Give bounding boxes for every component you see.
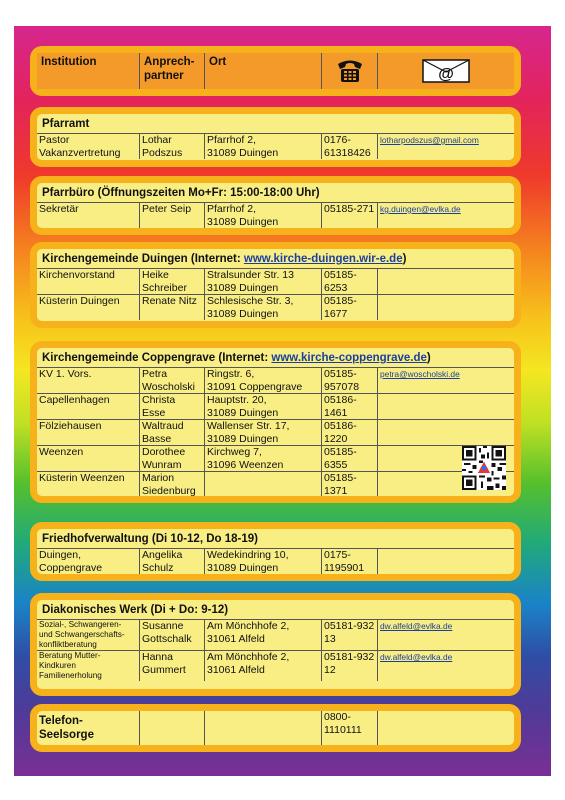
header-institution: Institution (37, 53, 140, 89)
section-title: Pfarrbüro (Öffnungszeiten Mo+Fr: 15:00-18:00 Uhr) (37, 183, 514, 203)
cell-institution: Duingen, Coppengrave (37, 549, 140, 574)
table-row (37, 711, 514, 745)
section-diakonie (30, 593, 521, 696)
table-row (37, 549, 514, 574)
section-title: Kirchengemeinde Duingen (Internet: www.kirche-duingen.wir-e.de) (37, 249, 514, 269)
table-row (37, 420, 514, 446)
cell-phone: 0800- 1110111 (322, 711, 378, 745)
section-title: Friedhofverwaltung (Di 10-12, Do 18-19) (37, 529, 514, 549)
cell-email (378, 295, 514, 320)
cell-person: Lothar Podszus (140, 134, 205, 159)
table-row (37, 446, 514, 472)
cell-phone: 05181-932 13 (322, 620, 378, 650)
phone-icon (335, 58, 365, 84)
section-telefonseelsorge (30, 704, 521, 752)
cell-institution: KV 1. Vors. (37, 368, 140, 393)
cell-address: Stralsunder Str. 13 31089 Duingen (205, 269, 322, 294)
cell-person: Waltraud Basse (140, 420, 205, 445)
cell-address: Pfarrhof 2, 31089 Duingen (205, 134, 322, 159)
cell-institution: Telefon- Seelsorge (37, 711, 140, 745)
header-ort: Ort (205, 53, 322, 89)
section-pfarrbuero (30, 176, 521, 235)
table-row (37, 295, 514, 320)
header-ansprechpartner: Anprech- partner (140, 53, 205, 89)
cell-email (378, 394, 514, 419)
cell-person: Renate Nitz (140, 295, 205, 320)
cell-email (378, 269, 514, 294)
section-pfarramt (30, 107, 521, 167)
cell-address: Hauptstr. 20, 31089 Duingen (205, 394, 322, 419)
cell-institution: Pastor Vakanzvertretung (37, 134, 140, 159)
cell-address: Kirchweg 7, 31096 Weenzen (205, 446, 322, 471)
cell-email (378, 549, 514, 574)
website-link[interactable]: www.kirche-coppengrave.de (271, 352, 427, 364)
table-row (37, 134, 514, 159)
cell-email-link[interactable]: lotharpodszus@gmail.com (380, 135, 479, 145)
cell-address (205, 711, 322, 745)
table-row (37, 368, 514, 394)
section-kg-coppengrave (30, 341, 521, 503)
cell-phone: 0176- 61318426 (322, 134, 378, 159)
cell-person: Dorothee Wunram (140, 446, 205, 471)
email-icon (421, 58, 471, 84)
section-friedhof (30, 522, 521, 581)
cell-institution: Sekretär (37, 203, 140, 228)
cell-phone: 05185- 6355 (322, 446, 378, 471)
cell-address: Pfarrhof 2, 31089 Duingen (205, 203, 322, 228)
svg-text:@: @ (438, 66, 454, 83)
cell-address: Wallenser Str. 17, 31089 Duingen (205, 420, 322, 445)
cell-institution: Küsterin Weenzen (37, 472, 140, 497)
cell-institution: Sozial-, Schwangeren- und Schwangerschafts- konfliktberatung (37, 620, 140, 650)
header-phone (322, 53, 378, 89)
cell-institution: Kirchenvorstand (37, 269, 140, 294)
cell-phone: 05185- 1371 (322, 472, 378, 497)
cell-institution: Küsterin Duingen (37, 295, 140, 320)
cell-phone: 05186- 1220 (322, 420, 378, 445)
cell-phone: 05181-932 12 (322, 651, 378, 681)
table-row (37, 472, 514, 498)
cell-address: Schlesische Str. 3, 31089 Duingen (205, 295, 322, 320)
cell-address: Am Mönchhofe 2, 31061 Alfeld (205, 651, 322, 681)
table-row (37, 394, 514, 420)
cell-institution: Fölziehausen (37, 420, 140, 445)
cell-address: Ringstr. 6, 31091 Coppengrave (205, 368, 322, 393)
cell-email-link[interactable]: kg.duingen@evlka.de (380, 204, 461, 214)
cell-email (378, 420, 514, 445)
cell-phone: 05185- 957078 (322, 368, 378, 393)
cell-phone: 0175- 1195901 (322, 549, 378, 574)
table-row (37, 651, 514, 681)
header-email (378, 53, 514, 89)
cell-institution: Weenzen (37, 446, 140, 471)
cell-phone: 05185- 1677 (322, 295, 378, 320)
section-title: Pfarramt (37, 114, 514, 134)
table-row (37, 620, 514, 651)
cell-institution: Beratung Mutter- Kindkuren Familienerholung (37, 651, 140, 681)
cell-person: Christa Esse (140, 394, 205, 419)
cell-email (378, 711, 514, 745)
cell-phone: 05185- 6253 (322, 269, 378, 294)
table-row (37, 203, 514, 228)
table-header (30, 46, 521, 96)
cell-phone: 05186- 1461 (322, 394, 378, 419)
section-title: Kirchengemeinde Coppengrave (Internet: www.kirche-coppengrave.de) (37, 348, 514, 368)
cell-address: Am Mönchhofe 2, 31061 Alfeld (205, 620, 322, 650)
cell-person: Susanne Gottschalk (140, 620, 205, 650)
cell-phone: 05185-271 (322, 203, 378, 228)
section-title: Diakonisches Werk (Di + Do: 9-12) (37, 600, 514, 620)
cell-address: Wedekindring 10, 31089 Duingen (205, 549, 322, 574)
cell-person (140, 711, 205, 745)
cell-person: Hanna Gummert (140, 651, 205, 681)
cell-email-link[interactable]: dw.alfeld@evlka.de (380, 621, 453, 631)
cell-person: Marion Siedenburg (140, 472, 205, 497)
website-link[interactable]: www.kirche-duingen.wir-e.de (243, 253, 403, 265)
cell-email-link[interactable]: dw.alfeld@evlka.de (380, 652, 453, 662)
cell-person: Heike Schreiber (140, 269, 205, 294)
section-kg-duingen (30, 242, 521, 328)
cell-person: Petra Woscholski (140, 368, 205, 393)
cell-email-link[interactable]: petra@woscholski.de (380, 369, 460, 379)
cell-person: Peter Seip (140, 203, 205, 228)
cell-person: Angelika Schulz (140, 549, 205, 574)
qr-code-icon[interactable] (462, 446, 506, 490)
cell-address (205, 472, 322, 497)
table-row (37, 269, 514, 295)
cell-institution: Capellenhagen (37, 394, 140, 419)
